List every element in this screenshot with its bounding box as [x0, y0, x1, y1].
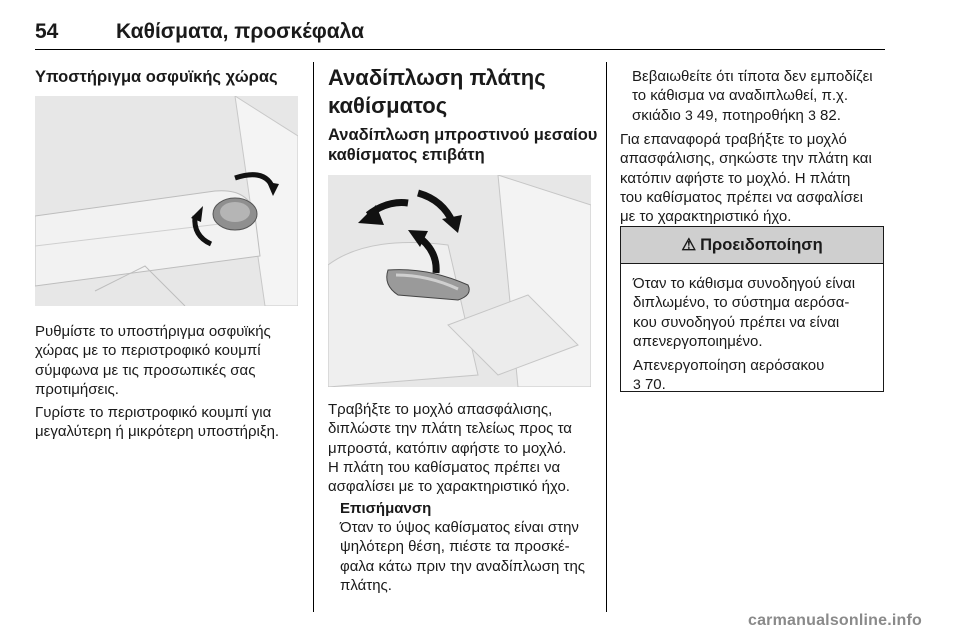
text-line: Τραβήξτε το μοχλό απασφάλισης,: [328, 401, 553, 418]
note-title: Επισήμανση: [340, 500, 432, 517]
text-line: [633, 375, 871, 394]
front-center-seat-subheading: [328, 125, 603, 165]
text-line: κατόπιν αφήστε το μοχλό. Η πλάτη: [620, 169, 851, 187]
text-line: Απενεργοποίηση αερόσακου: [633, 357, 825, 375]
lumbar-para-2: [35, 403, 310, 442]
text-line: ασφαλίσει με το χαρακτηριστικό ήχο.: [328, 478, 570, 496]
text-segment: σκιάδιο: [632, 106, 685, 124]
warning-title: Προειδοποίηση: [700, 235, 823, 254]
text-line: σύμφωνα με τις προσωπικές σας: [35, 361, 256, 379]
text-line: μεγαλύτερη ή μικρότερη υποστήριξη.: [35, 423, 280, 441]
text-line: Όταν το ύψος καθίσματος είναι στην: [340, 519, 579, 536]
fold-seatback-heading: [328, 64, 598, 120]
lumbar-knob-figure: [35, 96, 298, 306]
page-ref-icon: 3: [684, 106, 693, 123]
restore-para: [620, 130, 890, 226]
text-segment: 82.: [815, 106, 841, 124]
footer-site-link[interactable]: carmanualsonline.info: [747, 612, 922, 629]
text-line: Για επαναφορά τραβήξτε το μοχλό: [620, 131, 847, 148]
text-line: Η πλάτη του καθίσματος πρέπει να: [328, 458, 561, 476]
text-line: Όταν το κάθισμα συνοδηγού είναι: [633, 275, 856, 292]
lumbar-knob-illustration: [35, 96, 298, 306]
lumbar-para-1: [35, 322, 310, 399]
text-line: Γυρίστε το περιστροφικό κουμπί για: [35, 404, 272, 421]
lumbar-support-heading: Υποστήριγμα οσφυϊκής χώρας: [35, 68, 278, 86]
page-ref-icon: 3: [633, 376, 641, 393]
text-line: χώρας με το περιστροφικό κουμπί: [35, 342, 261, 360]
text-line: το κάθισμα να αναδιπλωθεί, π.χ.: [632, 87, 849, 105]
text-line: ψηλότερη θέση, πιέστε τα προσκέ-: [340, 538, 570, 556]
text-line: [632, 106, 892, 125]
column-divider-1: [313, 62, 314, 612]
chapter-title: Καθίσματα, προσκέφαλα: [116, 20, 364, 43]
text-line: πλάτης.: [340, 576, 392, 594]
fold-instructions: [328, 400, 603, 496]
ensure-clear-para: [632, 67, 892, 125]
heading-line: καθίσματος: [328, 93, 448, 118]
seatback-lever-figure: [328, 175, 591, 387]
warning-header: [621, 227, 883, 264]
subheading-line: Αναδίπλωση μπροστινού μεσαίου: [328, 126, 598, 144]
page-ref-icon: 3: [808, 106, 816, 123]
text-line: με το χαρακτηριστικό ήχο.: [620, 208, 792, 226]
text-line: προτιμήσεις.: [35, 380, 119, 398]
header-divider: [35, 49, 885, 50]
text-line: διπλωμένο, το σύστημα αερόσα-: [633, 294, 850, 312]
warning-box: [620, 226, 884, 392]
text-line: Βεβαιωθείτε ότι τίποτα δεν εμποδίζει: [632, 68, 873, 85]
text-line: διπλώστε την πλάτη τελείως προς τα: [328, 420, 572, 438]
note-box: [340, 499, 602, 595]
seatback-lever-illustration: [328, 175, 591, 387]
text-line: φαλα κάτω πριν την αναδίπλωση της: [340, 557, 586, 575]
page-number: 54: [35, 20, 59, 43]
heading-line: Αναδίπλωση πλάτης: [328, 65, 546, 90]
text-line: μπροστά, κατόπιν αφήστε το μοχλό.: [328, 439, 567, 457]
warning-body: [621, 264, 883, 395]
text-line: κου συνοδηγού πρέπει να είναι: [633, 313, 840, 331]
text-line: απασφάλισης, σηκώστε την πλάτη και: [620, 150, 872, 168]
text-segment: 70.: [640, 376, 666, 394]
warning-triangle-icon: ⚠: [681, 236, 697, 254]
text-line: απενεργοποιημένο.: [633, 332, 763, 350]
column-divider-2: [606, 62, 607, 612]
text-segment: 49, ποτηροθήκη: [692, 106, 809, 124]
text-line: Ρυθμίστε το υποστήριγμα οσφυϊκής: [35, 323, 271, 340]
subheading-line: καθίσματος επιβάτη: [328, 146, 485, 164]
text-line: του καθίσματος πρέπει να ασφαλίσει: [620, 188, 863, 206]
